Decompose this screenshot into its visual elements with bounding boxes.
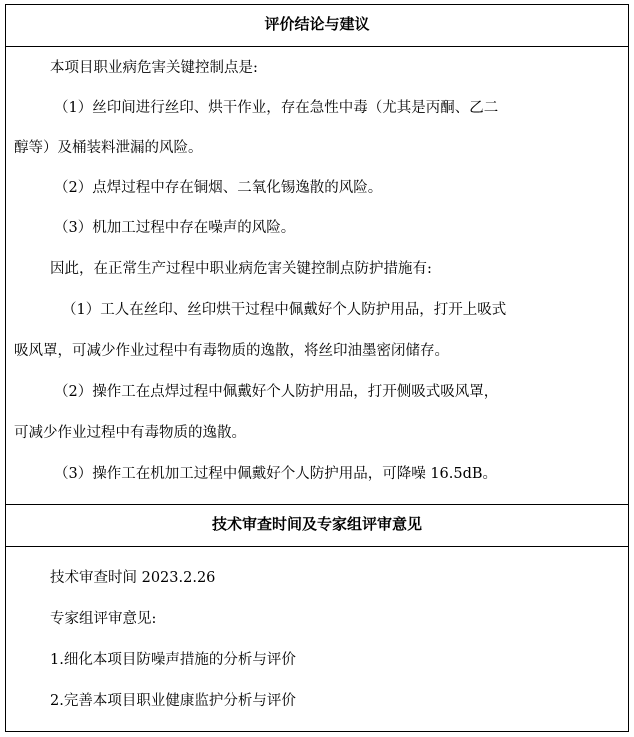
divider (5, 504, 629, 505)
measure-item-2-line-1: （2）操作工在点焊过程中佩戴好个人防护用品，打开侧吸式吸风罩， (54, 384, 499, 400)
measures-intro: 因此，在正常生产过程中职业病危害关键控制点防护措施有: (50, 261, 432, 277)
section-title-conclusions: 评价结论与建议 (264, 15, 370, 33)
risk-item-1-line-1: （1）丝印间进行丝印、烘干作业，存在急性中毒（尤其是丙酮、乙二 (54, 100, 499, 116)
section-title-review: 技术审查时间及专家组评审意见 (211, 515, 422, 533)
review-time: 技术审查时间 2023.2.26 (50, 570, 216, 586)
measure-item-3: （3）操作工在机加工过程中佩戴好个人防护用品，可降噪 16.5dB。 (54, 466, 498, 482)
key-points-intro: 本项目职业病危害关键控制点是: (50, 60, 258, 76)
divider (5, 46, 629, 47)
opinion-item-2: 2.完善本项目职业健康监护分析与评价 (50, 693, 296, 709)
risk-item-1-line-2: 醇等）及桶装料泄漏的风险。 (14, 140, 203, 156)
divider (5, 546, 629, 547)
measure-item-2-line-2: 可减少作业过程中有毒物质的逸散。 (14, 425, 246, 441)
measure-item-1-line-2: 吸风罩，可减少作业过程中有毒物质的逸散，将丝印油墨密闭储存。 (14, 343, 449, 359)
risk-item-2: （2）点焊过程中存在铜烟、二氧化锡逸散的风险。 (54, 180, 383, 196)
measure-item-1-line-1: （1）工人在丝印、丝印烘干过程中佩戴好个人防护用品，打开上吸式 (62, 302, 507, 318)
opinion-item-1: 1.细化本项目防噪声措施的分析与评价 (50, 652, 296, 668)
risk-item-3: （3）机加工过程中存在噪声的风险。 (54, 220, 296, 236)
expert-opinion-label: 专家组评审意见: (50, 611, 157, 627)
